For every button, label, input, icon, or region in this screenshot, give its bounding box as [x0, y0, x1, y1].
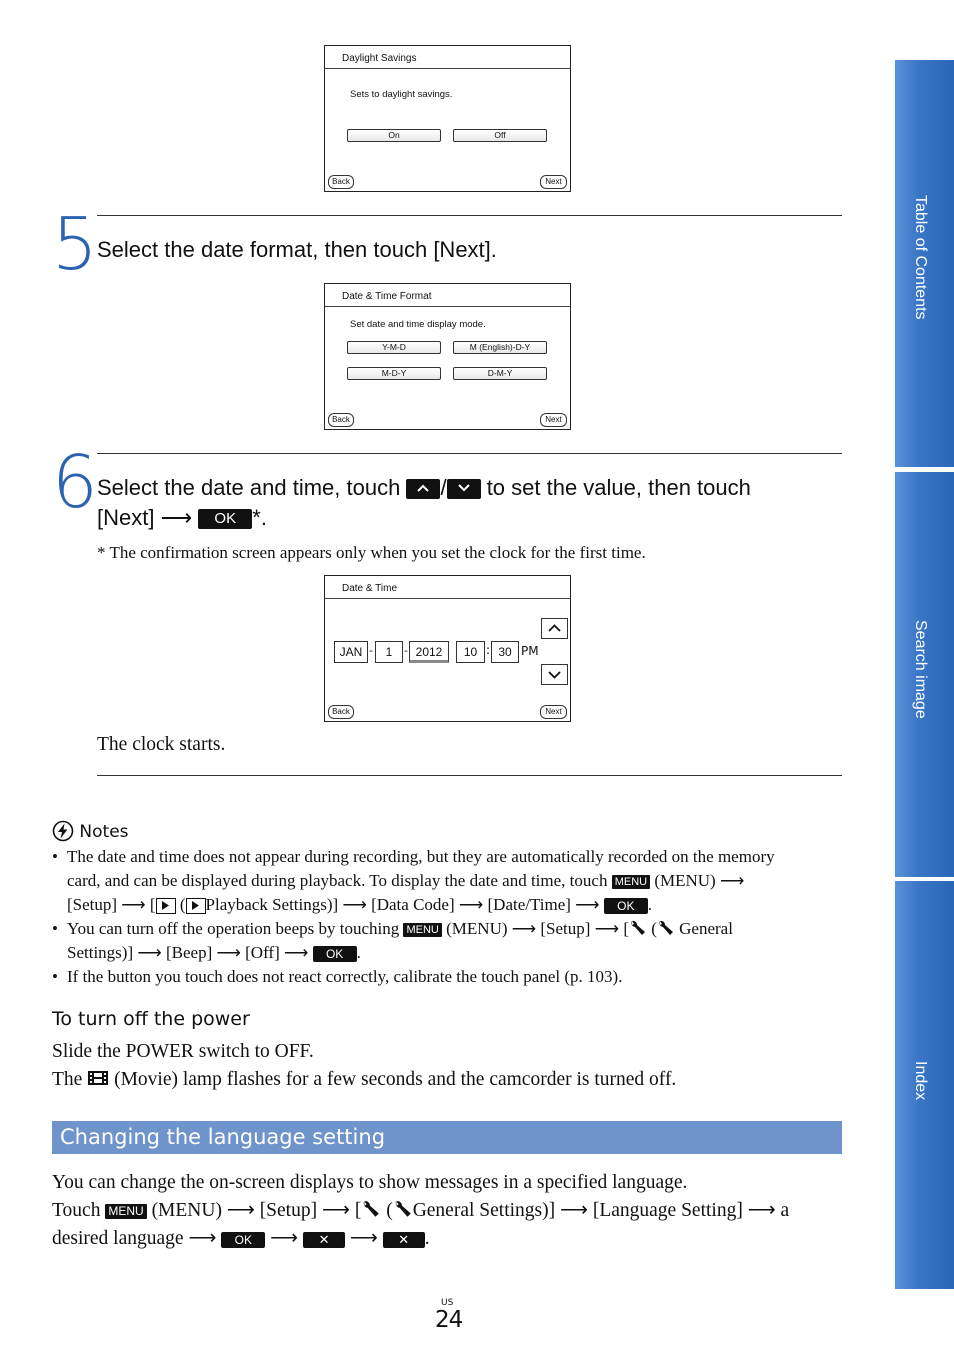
note-text: You can turn off the operation beeps by touching [67, 919, 400, 938]
language-text: You can change the on-screen displays to show messages in a specified language. [52, 1172, 688, 1193]
divider [325, 68, 570, 69]
date-separator: - [369, 644, 373, 657]
step-text-a: Select the date and time, touch [97, 475, 401, 500]
screen-title: Date & Time [342, 583, 398, 594]
note-text: Settings)] [67, 943, 134, 962]
tab-label: Search image [912, 620, 929, 719]
language-text: Touch [52, 1200, 101, 1221]
arrow-icon: ⟶ [321, 1200, 350, 1221]
minute-field[interactable]: 30 [491, 641, 519, 663]
arrow-icon: ⟶ [342, 895, 367, 914]
note-text: If the button you touch does not react correctly, calibrate the touch panel (p. 103). [67, 967, 623, 986]
menu-badge: MENU [403, 923, 441, 937]
tab-search-image[interactable] [895, 472, 954, 877]
bullet: • [52, 967, 58, 986]
footnote: * The confirmation screen appears only when you set the clock for the first time. [97, 543, 646, 562]
arrow-icon: ⟶ [349, 1228, 378, 1249]
tab-index[interactable] [895, 881, 954, 1289]
page-number: 24 [435, 1307, 463, 1333]
language-text: [Setup] [259, 1200, 318, 1221]
arrow-icon: ⟶ [216, 943, 241, 962]
wrench-icon [657, 920, 675, 936]
note-text: (MENU) [654, 871, 716, 890]
screen-title: Daylight Savings [342, 53, 417, 64]
tab-table-of-contents[interactable] [895, 60, 954, 467]
arrow-icon: ⟶ [121, 895, 146, 914]
language-steps-line2: desired language ⟶ OK ⟶ ✕ ⟶ ✕ . [52, 1228, 430, 1249]
language-body [52, 1169, 842, 1253]
note-text: [Data Code] [371, 895, 455, 914]
arrow-icon: ⟶ [226, 1200, 255, 1221]
chevron-down-icon [542, 665, 567, 684]
bullet: • [52, 847, 58, 866]
ok-badge: OK [221, 1232, 265, 1248]
step-text-b: to set the value, then touch [486, 475, 751, 500]
language-text: a [780, 1200, 790, 1221]
arrow-icon: ⟶ [270, 1228, 299, 1249]
menu-badge: MENU [105, 1204, 146, 1219]
month-field[interactable]: JAN [334, 641, 368, 663]
step-instruction-line2 [97, 505, 267, 531]
slash: / [440, 475, 447, 500]
time-separator: : [486, 643, 491, 657]
ok-badge: OK [198, 509, 252, 529]
step-number: 5 [52, 202, 98, 286]
chevron-up-icon [542, 619, 567, 638]
back-button[interactable]: Back [328, 413, 354, 427]
bullet: • [52, 919, 58, 938]
language-steps: Touch MENU (MENU) ⟶ [Setup] ⟶ [ ( General Settings)] ⟶ [Language Setting] ⟶ a [52, 1200, 790, 1221]
back-button[interactable]: Back [328, 175, 354, 189]
note-text: card, and can be displayed during playback. To display the date and time, touch [67, 871, 608, 890]
next-button[interactable]: Next [540, 705, 567, 719]
format-ymd-button[interactable]: Y-M-D [347, 341, 441, 354]
arrow-icon: ⟶ [188, 1228, 217, 1249]
close-badge: ✕ [383, 1232, 425, 1248]
note-text: [Off] [245, 943, 280, 962]
playback-icon [186, 898, 206, 914]
note-text: [Setup] [540, 919, 591, 938]
arrow-icon: ⟶ [160, 505, 193, 530]
next-button[interactable]: Next [540, 413, 567, 427]
power-line2 [52, 1066, 676, 1094]
movie-icon [87, 1070, 109, 1086]
note-text: [Beep] [165, 943, 213, 962]
note-text: General [679, 919, 733, 938]
note-text: [Setup] [67, 895, 118, 914]
arrow-icon: ⟶ [511, 919, 537, 938]
language-text: [Language Setting] [592, 1200, 743, 1221]
notes-icon [52, 820, 74, 842]
daylight-savings-screen [324, 45, 571, 192]
on-button[interactable]: On [347, 129, 441, 142]
tab-label: Table of Contents [912, 195, 929, 320]
hour-field[interactable]: 10 [456, 641, 485, 663]
date-separator: - [404, 644, 408, 657]
step-number: 6 [52, 440, 98, 524]
back-button[interactable]: Back [328, 705, 354, 719]
wrench-icon [629, 920, 647, 936]
power-text: The [52, 1069, 83, 1090]
note-text: [Date/Time] [487, 895, 571, 914]
note-text: Playback Settings)] [205, 895, 339, 914]
section-title: Changing the language setting [60, 1125, 386, 1149]
step-instruction: Select the date format, then touch [Next]. [97, 237, 497, 262]
language-text: (MENU) [151, 1200, 222, 1221]
tab-label: Index [912, 1061, 929, 1101]
section-divider [97, 775, 842, 776]
arrow-icon: ⟶ [458, 895, 484, 914]
arrow-icon: ⟶ [594, 919, 620, 938]
day-field[interactable]: 1 [375, 641, 403, 663]
decrement-button[interactable] [541, 664, 568, 685]
arrow-icon: ⟶ [137, 943, 162, 962]
wrench-icon [393, 1200, 413, 1218]
note-text: (MENU) [446, 919, 508, 938]
date-time-format-screen [324, 283, 571, 430]
increment-button[interactable] [541, 618, 568, 639]
step-divider [97, 453, 842, 454]
notes-list [52, 845, 852, 989]
note-item: • You can turn off the operation beeps by touching MENU (MENU) ⟶ [Setup] ⟶ [ ( General Settings)] ⟶ [Beep] ⟶ [Off] ⟶ OK . [52, 919, 733, 962]
close-badge: ✕ [303, 1232, 345, 1248]
language-text: desired language [52, 1228, 184, 1249]
asterisk: *. [252, 505, 267, 530]
next-button[interactable]: Next [540, 175, 567, 189]
region-label: US [441, 1298, 454, 1308]
arrow-icon: ⟶ [719, 871, 745, 890]
year-field[interactable]: 2012 [409, 641, 449, 663]
note-item: • The date and time does not appear during recording, but they are automatically recorded on the memory card, and can be displayed during playback. To display the date and time, touch MENU (MENU) ⟶ [Setup] ⟶ [ ( Playback Settings)] ⟶ [Data Code] ⟶ [Date/Time] ⟶ OK . [52, 847, 775, 914]
arrow-icon: ⟶ [559, 1200, 588, 1221]
divider [325, 306, 570, 307]
format-mdy-english-button[interactable]: M (English)-D-Y [453, 341, 547, 354]
step-instruction [97, 475, 751, 501]
power-line1: Slide the POWER switch to OFF. [52, 1041, 314, 1062]
playback-icon [156, 898, 176, 914]
note-item [52, 965, 852, 989]
section-header-bar [52, 1121, 842, 1154]
date-time-screen [324, 575, 571, 722]
ampm-label: PM [521, 644, 539, 658]
screen-message: Sets to daylight savings. [350, 89, 453, 100]
ok-badge: OK [313, 946, 357, 962]
language-text: General Settings)] [412, 1200, 556, 1221]
clock-starts-text: The clock starts. [97, 734, 226, 755]
power-text: (Movie) lamp flashes for a few seconds and the camcorder is turned off. [114, 1069, 677, 1090]
screen-title: Date & Time Format [342, 291, 432, 302]
notes-label: Notes [79, 822, 129, 842]
divider [325, 598, 570, 599]
power-heading: To turn off the power [52, 1008, 250, 1030]
screen-message: Set date and time display mode. [350, 319, 486, 330]
step-text-c: [Next] [97, 505, 155, 530]
step-divider [97, 215, 842, 216]
ok-badge: OK [604, 898, 648, 914]
note-text: The date and time does not appear during recording, but they are automatically recorded on the memory [67, 847, 775, 866]
down-arrow-icon [447, 479, 481, 499]
wrench-icon [361, 1200, 381, 1218]
arrow-icon: ⟶ [284, 943, 309, 962]
format-mdy-button[interactable]: M-D-Y [347, 367, 441, 380]
notes-heading [52, 820, 129, 842]
off-button[interactable]: Off [453, 129, 547, 142]
up-arrow-icon [406, 479, 440, 499]
format-dmy-button[interactable]: D-M-Y [453, 367, 547, 380]
arrow-icon: ⟶ [575, 895, 600, 914]
arrow-icon: ⟶ [747, 1200, 776, 1221]
menu-badge: MENU [612, 875, 650, 889]
